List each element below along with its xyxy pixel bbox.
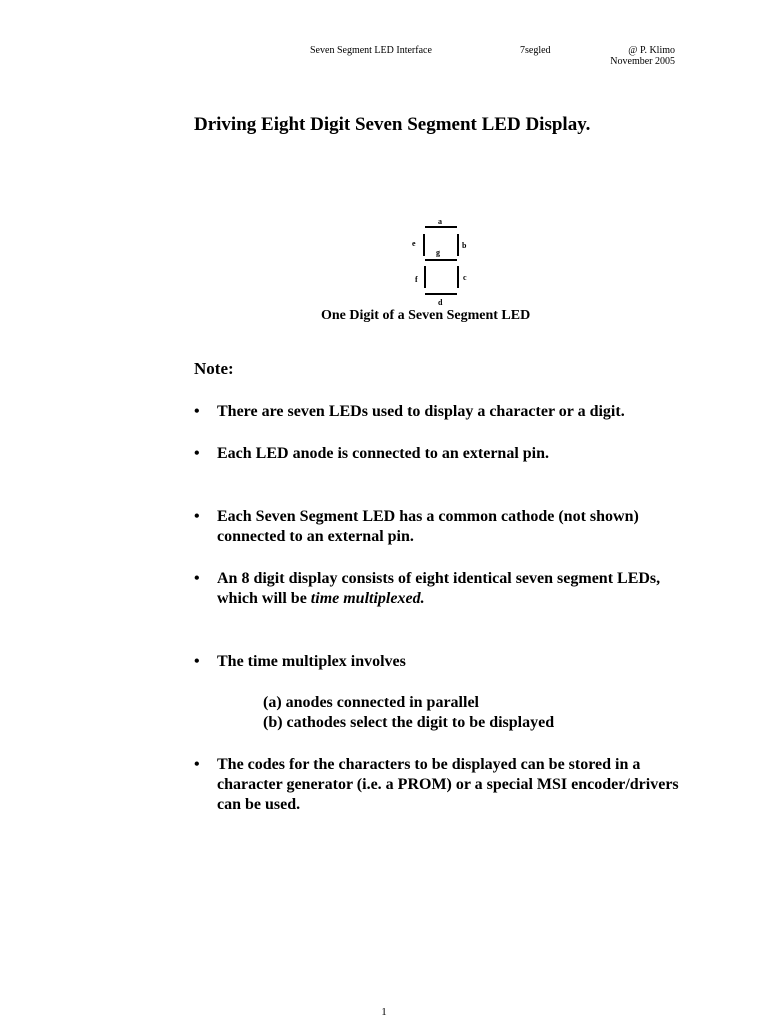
- header-document-title: Seven Segment LED Interface: [310, 45, 432, 56]
- bullet-text-plain: An 8 digit display consists of eight identical seven segment LEDs, which will be: [217, 570, 661, 607]
- bullet-item: [194, 402, 684, 422]
- bullet-dot: •: [194, 570, 200, 587]
- bullet-item: [194, 507, 684, 547]
- segment-label-e: e: [412, 239, 416, 248]
- bullet-text: Each Seven Segment LED has a common cathode (not shown) connected to an external pin.: [217, 508, 639, 545]
- bullet-dot: •: [194, 508, 200, 525]
- bullet-text: [217, 569, 684, 609]
- segment-label-a: a: [438, 217, 442, 226]
- page-title: Driving Eight Digit Seven Segment LED Display.: [194, 114, 591, 135]
- bullet-dot: •: [194, 445, 200, 462]
- bullet-dot: •: [194, 403, 200, 420]
- bullet-item: [194, 652, 684, 672]
- header-date: November 2005: [610, 56, 675, 67]
- bullet-dot: •: [194, 653, 200, 670]
- note-heading: Note:: [194, 359, 234, 378]
- segment-label-g: g: [436, 248, 440, 257]
- header-author: @ P. Klimo: [628, 45, 675, 56]
- bullet-text: There are seven LEDs used to display a character or a digit.: [217, 403, 625, 420]
- bullet-text: The time multiplex involves: [217, 653, 406, 670]
- bullet-item: [194, 569, 684, 609]
- bullet-text: Each LED anode is connected to an external pin.: [217, 445, 550, 462]
- segment-label-c: c: [463, 273, 467, 282]
- sub-item: (a) anodes connected in parallel: [263, 694, 479, 711]
- seven-segment-diagram: [405, 214, 475, 308]
- bullet-dot: •: [194, 756, 200, 773]
- segment-label-d: d: [438, 298, 443, 307]
- bullet-text-emphasis: time multiplexed.: [310, 590, 425, 607]
- figure-caption: One Digit of a Seven Segment LED: [321, 308, 531, 323]
- bullet-item: [194, 444, 684, 464]
- segment-label-f: f: [415, 275, 418, 284]
- bullet-text: The codes for the characters to be displayed can be stored in a character generator (i.e. a PROM) or a special MSI encoder/drivers can be used.: [217, 756, 679, 813]
- sub-item: (b) cathodes select the digit to be displayed: [263, 714, 555, 731]
- header-filename: 7segled: [520, 45, 551, 56]
- segment-label-b: b: [462, 241, 467, 250]
- bullet-item: [194, 755, 684, 815]
- page-number: 1: [381, 1006, 387, 1018]
